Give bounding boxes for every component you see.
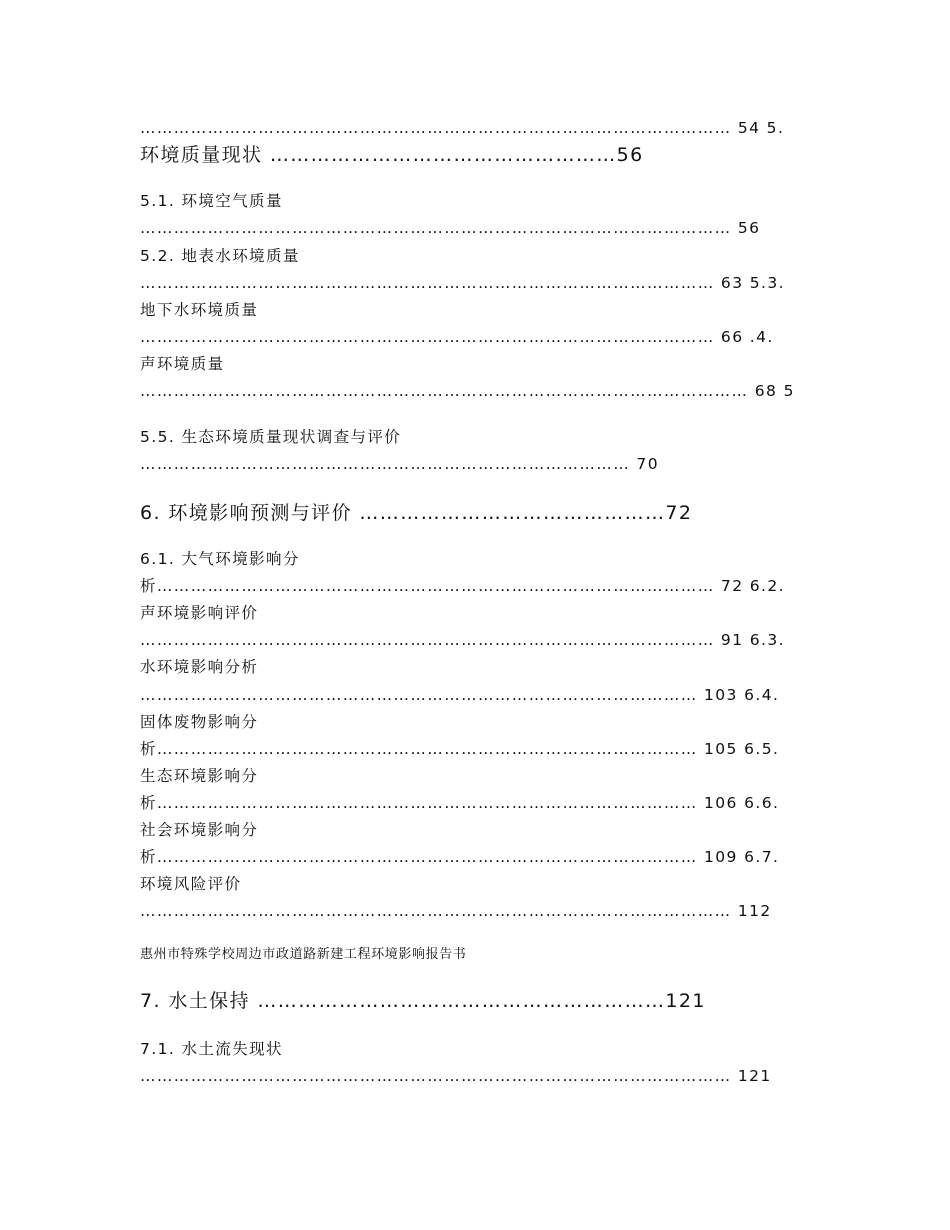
toc-section-5-3[interactable]: 地下水环境质量 [140,301,259,319]
toc-leader-line: 析……………………………………………………………………………………… 72 6.2. [140,577,785,595]
toc-leader-line: 析…………………………………………………………………………………… 106 6.6. [140,794,780,812]
toc-section-5-2[interactable]: 5.2. 地表水环境质量 [140,247,300,265]
toc-leader-line: ……………………………………………………………………………………… 103 6.4. [140,686,780,704]
toc-section-5-5[interactable]: 5.5. 生态环境质量现状调查与评价 [140,428,402,446]
toc-leader-line: …………………………………………………………………………………………… 112 [140,902,772,920]
toc-section-6-4[interactable]: 固体废物影响分 [140,713,259,731]
toc-leader-line: …………………………………………………………………………………………… 54 5. [140,119,785,137]
toc-section-5-1[interactable]: 5.1. 环境空气质量 [140,192,283,210]
toc-chapter-5-heading[interactable]: 环境质量现状 ……………………………………………56 [140,144,644,166]
toc-leader-line: ………………………………………………………………………………………… 91 6.3. [140,631,785,649]
toc-section-6-6[interactable]: 社会环境影响分 [140,821,259,839]
toc-chapter-6-heading[interactable]: 6. 环境影响预测与评价 ………………………………………72 [140,502,693,524]
toc-leader-line: …………………………………………………………………………… 70 [140,455,659,473]
toc-leader-line: ……………………………………………………………………………………………… 68 5 [140,382,795,400]
toc-leader-line: …………………………………………………………………………………………… 121 [140,1067,772,1085]
running-header-document-title: 惠州市特殊学校周边市政道路新建工程环境影响报告书 [140,947,467,962]
toc-section-6-7[interactable]: 环境风险评价 [140,875,242,893]
toc-section-5-4[interactable]: 声环境质量 [140,355,225,373]
toc-section-7-1[interactable]: 7.1. 水土流失现状 [140,1040,283,1058]
toc-leader-line: ………………………………………………………………………………………… 63 5.3. [140,274,785,292]
toc-section-6-5[interactable]: 生态环境影响分 [140,767,259,785]
toc-section-6-1[interactable]: 6.1. 大气环境影响分 [140,550,300,568]
toc-section-6-3[interactable]: 水环境影响分析 [140,658,259,676]
toc-leader-line: …………………………………………………………………………………………… 56 [140,219,761,237]
toc-leader-line: 析…………………………………………………………………………………… 105 6.5. [140,740,780,758]
toc-leader-line: 析…………………………………………………………………………………… 109 6.7. [140,848,780,866]
toc-chapter-7-heading[interactable]: 7. 水土保持 ……………………………………………………121 [140,990,706,1012]
toc-section-6-2[interactable]: 声环境影响评价 [140,604,259,622]
toc-leader-line: ………………………………………………………………………………………… 66 .4. [140,328,774,346]
